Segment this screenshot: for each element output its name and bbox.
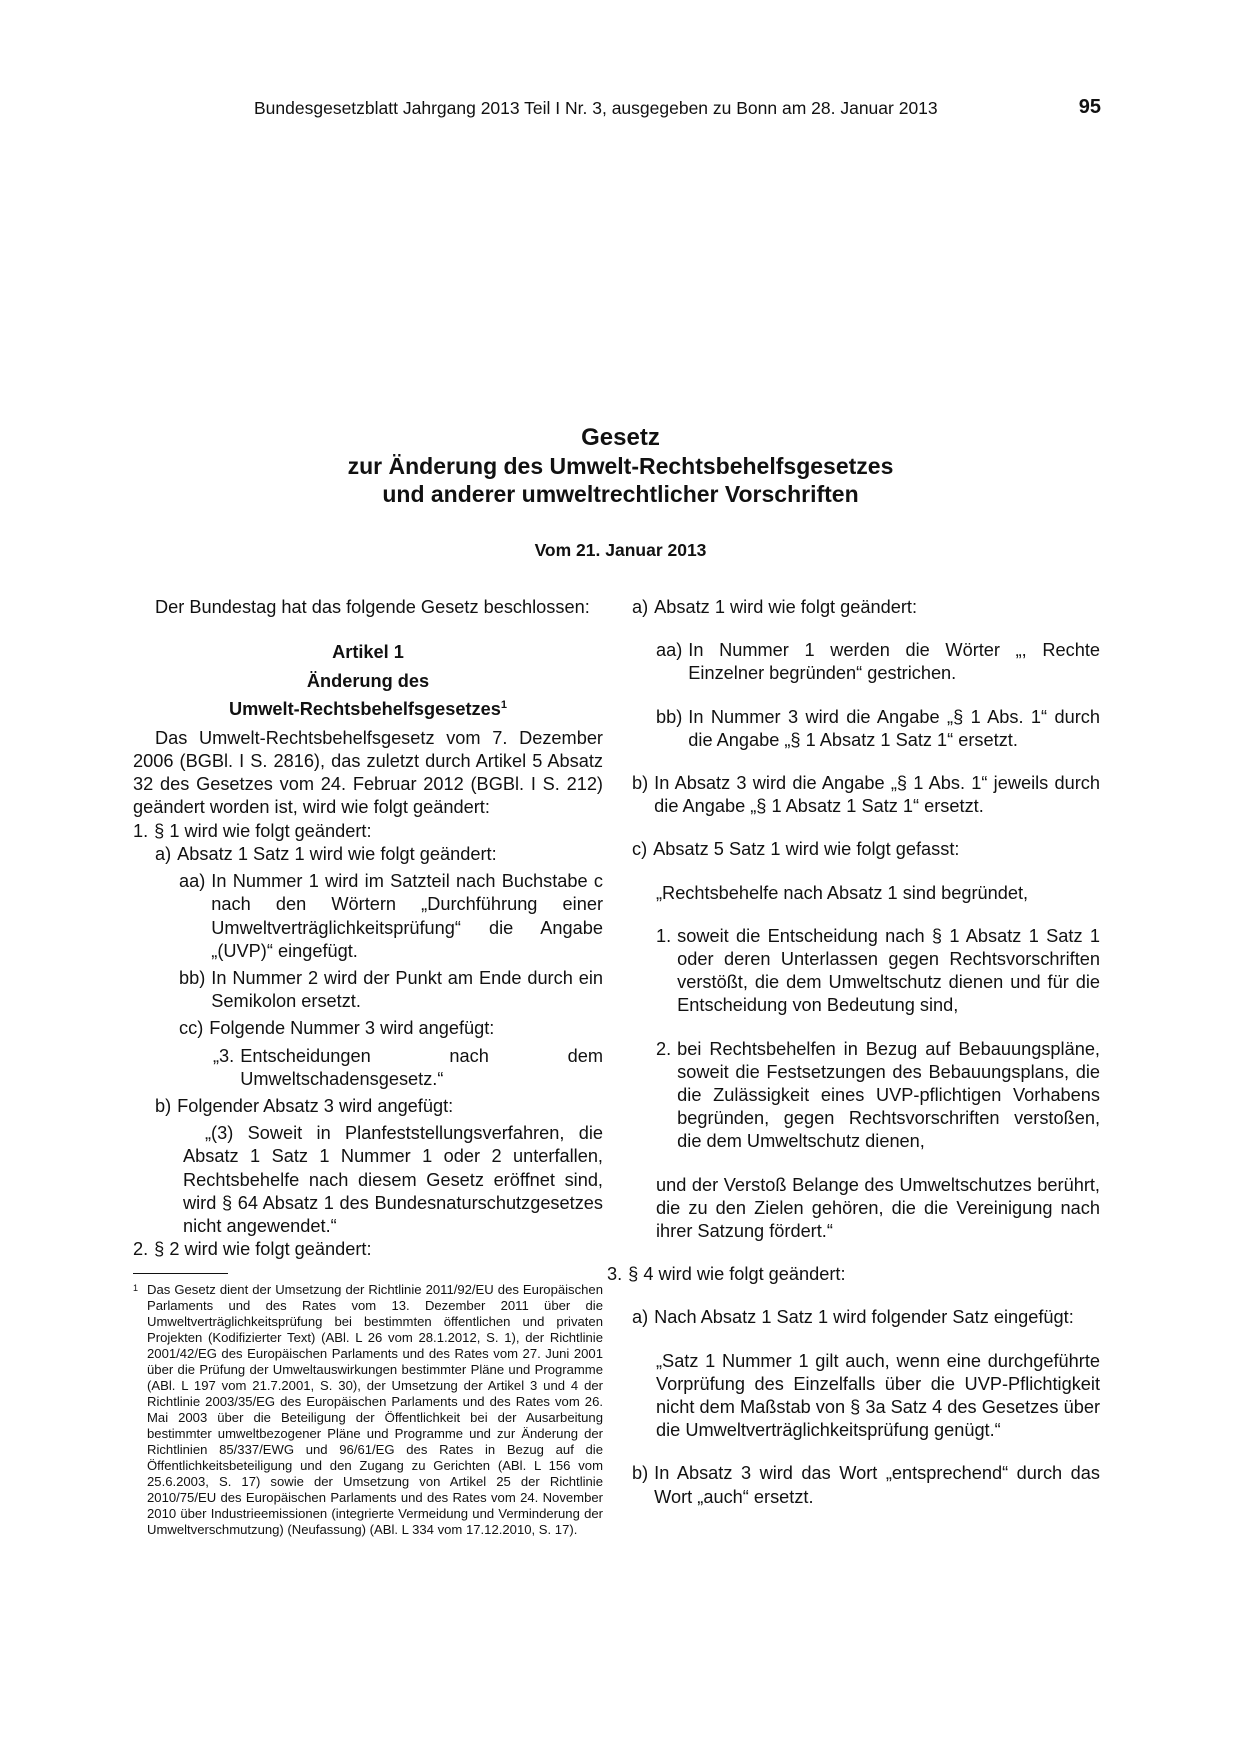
item-text: § 2 wird wie folgt geändert: — [154, 1239, 372, 1260]
item-text: In Nummer 1 werden die Wörter „, Rechte Einzelner begründen“ gestrichen. — [688, 640, 1100, 684]
list-item — [133, 820, 603, 843]
preamble: Der Bundestag hat das folgende Gesetz beschlossen: — [155, 597, 590, 617]
list-item — [179, 967, 603, 1013]
list-item — [632, 596, 1100, 619]
quoted-paragraph: „(3) Soweit in Planfeststellungsverfahren, die Absatz 1 Satz 1 Nummer 1 oder 2 unterfallen, Rechtsbehelfe nach diesem Gesetz eröffnet sind, wird § 64 Absatz 1 des Bundesnaturschutzgesetzes nicht angewendet.“ — [183, 1123, 603, 1236]
item-label: 2. — [656, 1038, 672, 1059]
item-label: 1. — [133, 820, 149, 841]
item-label: a) — [632, 597, 649, 617]
list-item — [607, 1263, 1100, 1286]
footnote-mark: 1 — [133, 1283, 139, 1294]
quoted-ending: und der Verstoß Belange des Umweltschutzes berührt, die zu den Zielen gehören, die die Vereinigung nach ihrer Satzung fördert.“ — [656, 1174, 1100, 1242]
item-text: In Absatz 3 wird die Angabe „§ 1 Abs. 1“ jeweils durch die Angabe „§ 1 Absatz 1 Satz 1“ ersetzt. — [654, 773, 1100, 817]
quoted-item — [213, 1045, 603, 1091]
item-label: aa) — [179, 871, 206, 892]
item-text: In Nummer 1 wird im Satzteil nach Buchstabe c nach den Wörtern „Durchführung einer Umweltverträglichkeitsprüfung“ die Angabe „(UVP)“ eingefügt. — [211, 871, 603, 961]
item-text: Entscheidungen nach dem Umweltschadensgesetz.“ — [240, 1045, 603, 1089]
quoted-intro: „Rechtsbehelfe nach Absatz 1 sind begründet, — [656, 882, 1029, 903]
list-item — [133, 1238, 603, 1261]
intro-paragraph: Das Umwelt-Rechtsbehelfsgesetz vom 7. Dezember 2006 (BGBl. I S. 2816), das zuletzt durch Artikel 5 Absatz 32 des Gesetzes vom 24. Februar 2012 (BGBl. I S. 212) geändert worden ist, wird wie folgt geändert: — [133, 727, 603, 818]
item-label: a) — [632, 1307, 649, 1328]
page-number: 95 — [1078, 96, 1101, 118]
item-text: Absatz 1 Satz 1 wird wie folgt geändert: — [177, 843, 497, 864]
title-line-1: Gesetz — [581, 424, 660, 451]
item-text: Folgende Nummer 3 wird angefügt: — [209, 1018, 495, 1039]
article-heading: Artikel 1 — [332, 642, 404, 663]
item-text: In Absatz 3 wird das Wort „entsprechend“ durch das Wort „auch“ ersetzt. — [654, 1463, 1100, 1507]
item-label: 2. — [133, 1239, 149, 1260]
item-label: c) — [632, 839, 648, 860]
list-item — [632, 772, 1100, 818]
title-date: Vom 21. Januar 2013 — [534, 540, 707, 560]
article-title-text: Umwelt-Rechtsbehelfsgesetzes — [228, 698, 501, 719]
item-text: soweit die Entscheidung nach § 1 Absatz 1 Satz 1 oder deren Unterlassen gegen Rechtsvorschriften verstößt, die dem Umweltschutz dienen und für die Entscheidung von Bedeutung sind, — [677, 925, 1100, 1016]
item-label: a) — [155, 843, 172, 864]
list-item — [179, 870, 603, 963]
list-item — [155, 1095, 603, 1118]
item-label: 3. — [607, 1264, 623, 1285]
item-label: b) — [632, 1463, 649, 1484]
list-item — [179, 1017, 603, 1040]
right-column — [607, 596, 1100, 1509]
footnote-ref: 1 — [500, 698, 507, 711]
title-line-3: und anderer umweltrechtlicher Vorschriften — [382, 481, 859, 507]
item-label: cc) — [179, 1018, 204, 1039]
article-title-1: Änderung des — [306, 671, 430, 692]
item-label: b) — [632, 773, 649, 794]
footnote-divider — [133, 1273, 228, 1274]
list-item — [656, 925, 1100, 1018]
list-item — [632, 838, 1100, 861]
footnote — [133, 1282, 603, 1538]
article-title-2 — [133, 694, 603, 721]
quoted-paragraph: „Satz 1 Nummer 1 gilt auch, wenn eine durchgeführte Vorprüfung des Einzelfalls über die UVP-Pflichtigkeit nicht dem Maßstab von § 3a Satz 4 des Gesetzes über die Umweltverträglichkeitsprüfung genügt.“ — [656, 1350, 1100, 1441]
item-text: § 4 wird wie folgt geändert: — [628, 1264, 846, 1285]
document-title — [0, 424, 1241, 561]
item-label: bb) — [656, 706, 683, 727]
item-label: „3. — [213, 1045, 235, 1066]
list-item — [656, 706, 1100, 752]
item-label: aa) — [656, 640, 683, 661]
list-item — [632, 1462, 1100, 1508]
item-text: In Nummer 3 wird die Angabe „§ 1 Abs. 1“ durch die Angabe „§ 1 Absatz 1 Satz 1“ ersetzt. — [688, 706, 1100, 750]
item-text: Nach Absatz 1 Satz 1 wird folgender Satz eingefügt: — [654, 1307, 1074, 1328]
list-item — [656, 639, 1100, 685]
item-text: bei Rechtsbehelfen in Bezug auf Bebauungspläne, soweit die Festsetzungen des Bebauungsplans, die die Zulässigkeit eines UVP-pflichtigen Vorhabens begründen, gegen Rechtsvorschriften verstoßen, die dem Umweltschutz dienen, — [677, 1038, 1100, 1152]
item-text: In Nummer 2 wird der Punkt am Ende durch ein Semikolon ersetzt. — [211, 967, 603, 1012]
running-header: Bundesgesetzblatt Jahrgang 2013 Teil I Nr. 3, ausgegeben zu Bonn am 28. Januar 2013 — [254, 98, 938, 118]
list-item — [155, 843, 603, 866]
footnote-text: Das Gesetz dient der Umsetzung der Richtlinie 2011/92/EU des Europäischen Parlaments und des Rates vom 13. Dezember 2011 über die Umweltverträglichkeitsprüfung bei bestimmten öffentlichen und privaten Projekten (Kodifizierter Text) (ABl. L 26 vom 28.1.2012, S. 1), der Richtlinie 2001/42/EG des Europäischen Parlaments und des Rates vom 27. Juni 2001 über die Prüfung der Umweltauswirkungen bestimmter Pläne und Programme (ABl. L 197 vom 21.7.2001, S. 30), der Umsetzung der Artikel 3 und 4 der Richtlinie 2003/35/EG des Europäischen Parlaments und des Rates vom 26. Mai 2003 über die Beteiligung der Öffentlichkeit bei der Ausarbeitung bestimmter umweltbezogener Pläne und Programme und zur Änderung der Richtlinien 85/337/EWG und 96/61/EG des Rates in Bezug auf die Öffentlichkeitsbeteiligung und den Zugang zu Gerichten (ABl. L 156 vom 25.6.2003, S. 17) sowie der Umsetzung von Artikel 25 der Richtlinie 2010/75/EU des Europäischen Parlaments und des Rates vom 24. November 2010 über Industrieemissionen (integrierte Vermeidung und Verminderung der Umweltverschmutzung) (Neufassung) (ABl. L 334 vom 17.12.2010, S. 17). — [147, 1282, 603, 1538]
left-column — [133, 596, 603, 1538]
item-text: Folgender Absatz 3 wird angefügt: — [177, 1095, 454, 1116]
item-label: bb) — [179, 967, 206, 988]
item-text: § 1 wird wie folgt geändert: — [154, 820, 372, 841]
item-label: 1. — [656, 925, 672, 946]
title-line-2: zur Änderung des Umwelt-Rechtsbehelfsgesetzes — [347, 453, 894, 479]
list-item — [656, 1038, 1100, 1154]
item-text: Absatz 5 Satz 1 wird wie folgt gefasst: — [653, 839, 960, 860]
item-text: Absatz 1 wird wie folgt geändert: — [654, 597, 918, 617]
list-item — [632, 1306, 1100, 1329]
item-label: b) — [155, 1095, 172, 1116]
